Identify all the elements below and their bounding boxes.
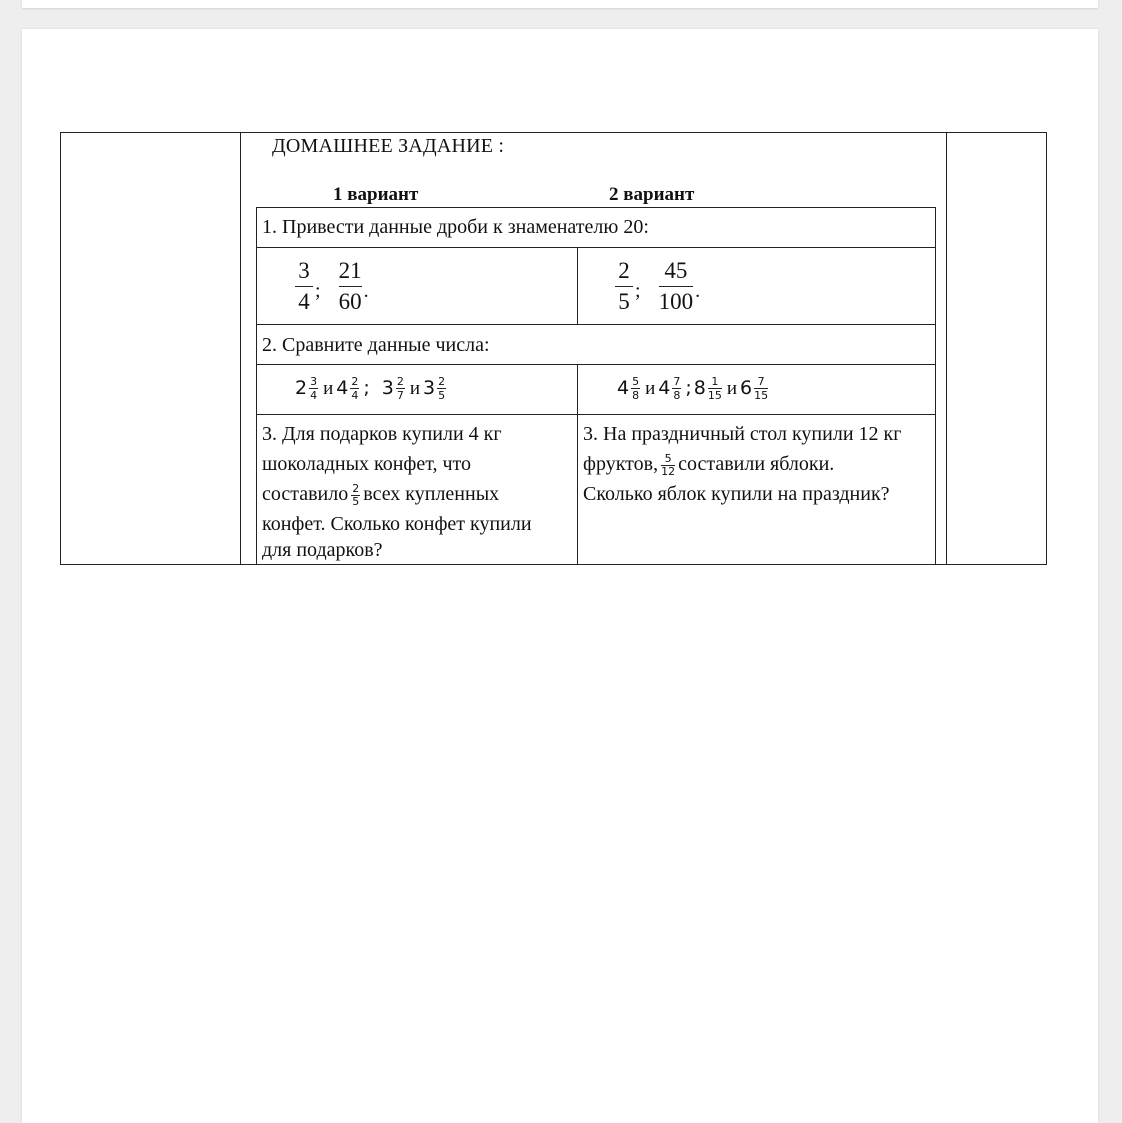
fraction: $\frac{7}{15}$ xyxy=(754,375,769,402)
variant-1-heading: 1 вариант xyxy=(333,184,419,205)
row-divider xyxy=(257,324,935,325)
task-3-variant-1-text: 3. Для подарков купили 4 кг шоколадных конфет, что составило $\frac{2}{5}$ всех купленных конфет. Сколько конфет купили для подарков? xyxy=(262,423,532,561)
fraction: $\frac{7}{8}$ xyxy=(673,375,681,402)
fraction: $\frac{21}{60}$ xyxy=(338,258,362,314)
column-divider-right xyxy=(946,133,947,564)
cell-divider xyxy=(577,247,578,324)
fraction: $\frac{2}{4}$ xyxy=(351,375,359,402)
variant-2-heading: 2 вариант xyxy=(609,184,695,205)
row-divider xyxy=(257,414,935,415)
task-2-text: 2. Сравните данные числа: xyxy=(262,334,490,356)
task-2-variant-1-numbers: 2 $\frac{3}{4}$ и 4 $\frac{2}{4}$ ; 3 $\frac{2}{7}$ и 3 $\frac{2}{5}$ xyxy=(295,375,446,402)
fraction: $\frac{2}{5}$ xyxy=(438,375,446,402)
previous-page-edge xyxy=(22,0,1098,8)
fraction: $\frac{5}{12}$ xyxy=(661,451,676,478)
task-1-variant-1-fractions: $\frac{3}{4}$ ; $\frac{21}{60}$ . xyxy=(293,256,369,317)
fraction: $\frac{2}{5}$ xyxy=(352,481,360,508)
homework-title: ДОМАШНЕЕ ЗАДАНИЕ : xyxy=(272,135,505,157)
fraction: $\frac{45}{100}$ xyxy=(658,258,694,314)
task-2-variant-2-numbers: 4 $\frac{5}{8}$ и 4 $\frac{7}{8}$ ; 8 $\frac{1}{15}$ и 6 $\frac{7}{15}$ xyxy=(617,375,769,402)
fraction: $\frac{1}{15}$ xyxy=(707,375,722,402)
cell-divider xyxy=(577,364,578,564)
tasks-table xyxy=(256,207,936,565)
fraction: $\frac{2}{5}$ xyxy=(615,256,633,317)
fraction: $\frac{3}{4}$ xyxy=(310,375,318,402)
fraction: $\frac{2}{7}$ xyxy=(396,375,404,402)
task-1-variant-2-fractions: $\frac{2}{5}$ ; $\frac{45}{100}$ . xyxy=(613,256,700,317)
fraction: $\frac{5}{8}$ xyxy=(632,375,640,402)
task-1-text: 1. Привести данные дроби к знаменателю 20: xyxy=(262,216,649,238)
task-3-variant-2-text: 3. На праздничный стол купили 12 кг фруктов, $\frac{5}{12}$ составили яблоки. Сколько яблок купили на праздник? xyxy=(583,423,902,505)
row-divider xyxy=(257,364,935,365)
fraction: $\frac{3}{4}$ xyxy=(295,256,313,317)
lesson-plan-table xyxy=(60,132,1047,565)
column-divider-left xyxy=(240,133,241,564)
row-divider xyxy=(257,247,935,248)
